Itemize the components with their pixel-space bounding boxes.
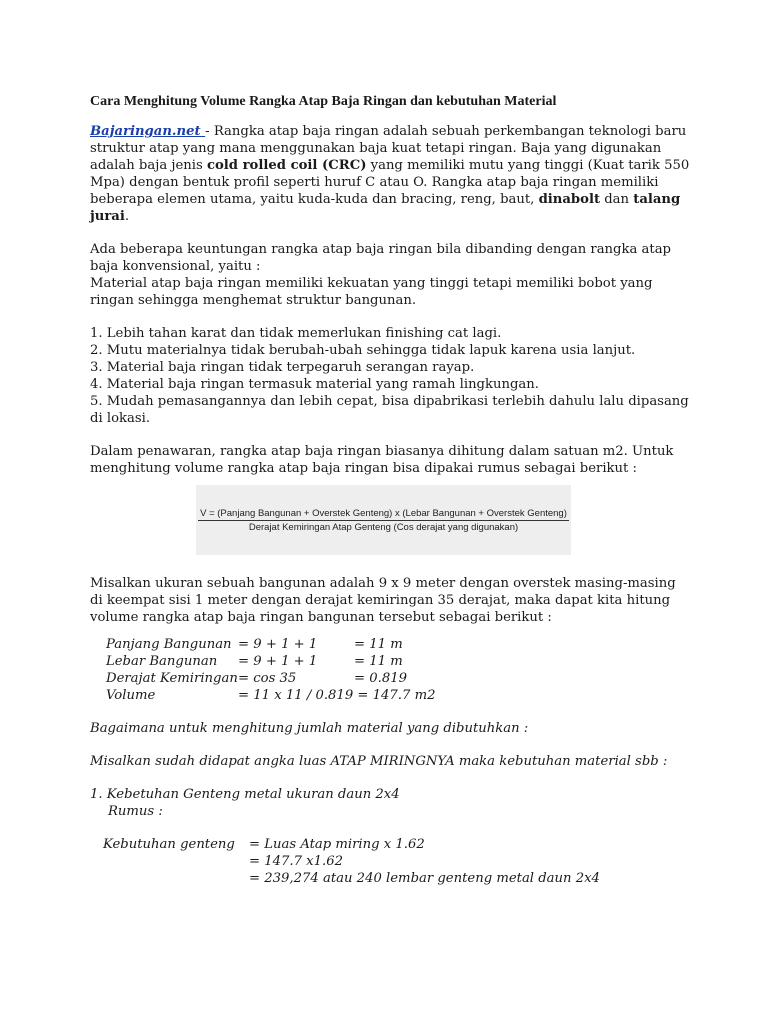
genteng-calculation	[90, 836, 690, 887]
intro-text-3: dan	[600, 192, 634, 207]
intro-bold-talang: talang jurai	[90, 192, 681, 224]
calc-row	[90, 836, 690, 853]
list-item: 4. Material baja ringan termasuk material yang ramah lingkungan.	[90, 377, 539, 392]
calc-result: = 11 m	[354, 654, 403, 669]
list-item: 1. Lebih tahan karat dan tidak memerlukan finishing cat lagi.	[90, 326, 502, 341]
calc-row	[90, 870, 690, 887]
calc-result: = 11 m	[354, 637, 403, 652]
calc-expr: = cos 35	[238, 671, 297, 686]
calc-expr: = Luas Atap miring x 1.62	[249, 837, 425, 852]
calc-row	[106, 636, 690, 653]
intro-text-4: .	[124, 209, 130, 224]
calc-row	[90, 853, 690, 870]
calc-label	[90, 853, 249, 870]
calc-expr: = 11 x 11 / 0.819 = 147.7 m2	[238, 688, 436, 703]
intro-paragraph	[90, 123, 690, 225]
calc-row	[106, 687, 690, 704]
advantages-desc: Material atap baja ringan memiliki kekuatan yang tinggi tetapi memiliki bobot yang ringan sehingga menghemat struktur bangunan.	[90, 276, 653, 308]
calc-expr: = 147.7 x1.62	[249, 854, 343, 869]
rumus-label: Rumus :	[108, 804, 163, 819]
calc-label: Kebutuhan genteng	[103, 837, 235, 852]
calc-result: = 0.819	[354, 671, 407, 686]
calc-row	[106, 670, 690, 687]
formula-numerator: V = (Panjang Bangunan + Overstek Genteng) x (Lebar Bangunan + Overstek Genteng)	[200, 507, 567, 519]
document-title: Cara Menghitung Volume Rangka Atap Baja Ringan dan kebutuhan Material	[90, 94, 557, 109]
advantages-intro: Ada beberapa keuntungan rangka atap baja ringan bila dibanding dengan rangka atap baja konvensional, yaitu :	[90, 242, 672, 274]
calc-label	[90, 870, 249, 887]
intro-text-1: - Rangka atap baja ringan adalah sebuah perkembangan teknologi baru struktur atap yang mana menggunakan baja kuat tetapi ringan. Baja yang digunakan adalah baja jenis	[90, 124, 687, 173]
intro-bold-dinabolt: dinabolt	[538, 192, 601, 207]
calculation-block	[106, 636, 690, 704]
calc-label: Panjang Bangunan	[106, 637, 232, 652]
calc-expr: = 9 + 1 + 1	[238, 637, 318, 652]
calc-label: Volume	[106, 688, 156, 703]
document-page	[90, 93, 690, 887]
offer-paragraph: Dalam penawaran, rangka atap baja ringan biasanya dihitung dalam satuan m2. Untuk menghitung volume rangka atap baja ringan bisa dipakai rumus sebagai berikut :	[90, 444, 674, 476]
example-paragraph: Misalkan ukuran sebuah bangunan adalah 9 x 9 meter dengan overstek masing-masing di keempat sisi 1 meter dengan derajat kemiringan 35 derajat, maka dapat kita hitung volume rangka atap baja ringan bangunan tersebut sebagai berikut :	[90, 576, 676, 625]
formula-denominator: Derajat Kemiringan Atap Genteng (Cos derajat yang digunakan)	[248, 521, 519, 533]
list-item: 3. Material baja ringan tidak terpegaruh serangan rayap.	[90, 360, 475, 375]
calc-row	[106, 653, 690, 670]
advantages-list	[90, 325, 690, 427]
material-question: Bagaimana untuk menghitung jumlah material yang dibutuhkan :	[90, 721, 529, 736]
material-assumption: Misalkan sudah didapat angka luas ATAP MIRINGNYA maka kebutuhan material sbb :	[90, 754, 668, 769]
calc-label: Lebar Bangunan	[106, 654, 218, 669]
source-link[interactable]: Bajaringan.net	[90, 124, 206, 139]
list-item: 2. Mutu materialnya tidak berubah-ubah sehingga tidak lapuk karena usia lanjut.	[90, 343, 636, 358]
calc-label: Derajat Kemiringan	[106, 671, 238, 686]
intro-bold-crc: cold rolled coil (CRC)	[206, 158, 367, 173]
material-item-title: 1. Kebetuhan Genteng metal ukuran daun 2x4	[90, 787, 400, 802]
intro-text-2: yang memiliki mutu yang tinggi (Kuat tarik 550 Mpa) dengan bentuk profil seperti huruf C atau O. Rangka atap baja ringan memiliki beberapa elemen utama, yaitu kuda-kuda dan bracing, reng, baut,	[90, 158, 690, 207]
calc-expr: = 239,274 atau 240 lembar genteng metal daun 2x4	[249, 871, 600, 886]
formula-image	[196, 485, 571, 555]
list-item: 5. Mudah pemasangannya dan lebih cepat, bisa dipabrikasi terlebih dahulu lalu dipasang di lokasi.	[90, 394, 689, 426]
calc-expr: = 9 + 1 + 1	[238, 654, 318, 669]
